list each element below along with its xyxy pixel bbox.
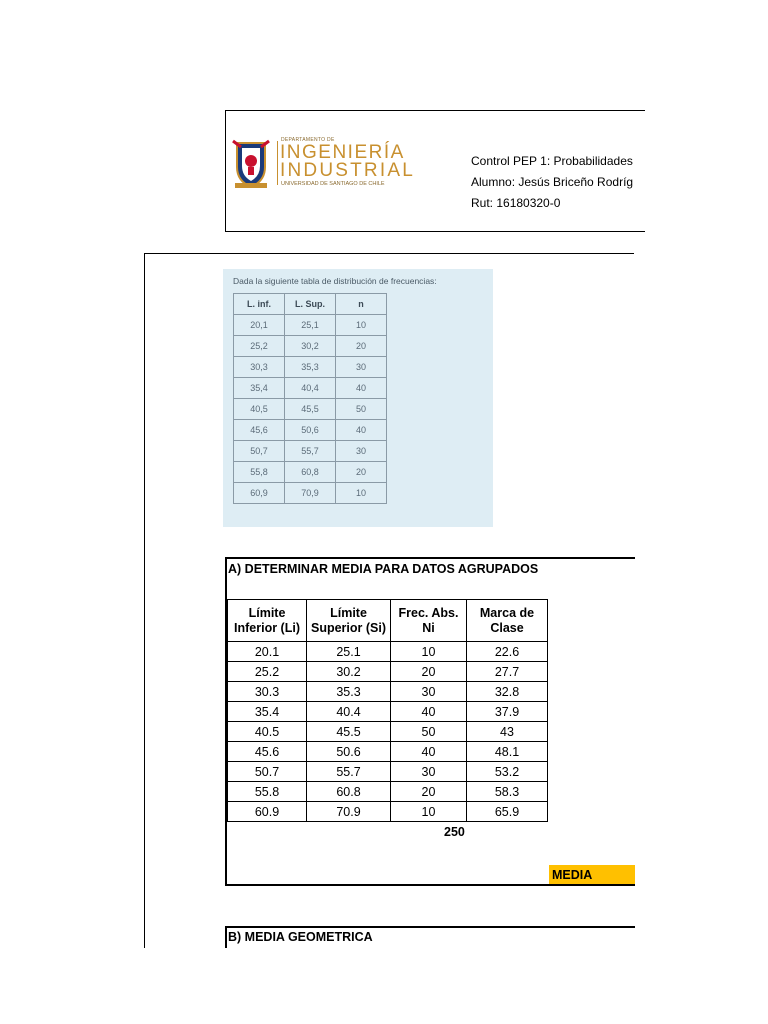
grouped-data-table [227, 599, 548, 822]
cell-marca: 53.2 [467, 762, 548, 782]
table-row [234, 399, 387, 420]
cell-ni: 30 [391, 762, 467, 782]
header-limite-superior: Límite Superior (Si) [307, 600, 391, 642]
cell-marca: 65.9 [467, 802, 548, 822]
student-name: Alumno: Jesús Briceño Rodríg [471, 175, 634, 189]
given-cell: 60,8 [285, 462, 336, 483]
table-row [234, 336, 387, 357]
cell-li: 45.6 [228, 742, 307, 762]
given-cell: 50,7 [234, 441, 285, 462]
given-cell: 45,5 [285, 399, 336, 420]
given-cell: 35,4 [234, 378, 285, 399]
cell-li: 20.1 [228, 642, 307, 662]
table-row [228, 682, 548, 702]
logo-department-text: DEPARTAMENTO DE [281, 137, 335, 143]
section-b-title: B) MEDIA GEOMETRICA [228, 930, 373, 944]
frequency-total: 250 [444, 825, 465, 839]
logo-university-text: UNIVERSIDAD DE SANTIAGO DE CHILE [281, 181, 385, 187]
table-row [234, 441, 387, 462]
table-row [234, 483, 387, 504]
cell-si: 50.6 [307, 742, 391, 762]
logo-ingenieria-text: INGENIERÍA [280, 142, 405, 163]
table-row [228, 742, 548, 762]
table-row [228, 722, 548, 742]
cell-marca: 32.8 [467, 682, 548, 702]
table-row [234, 378, 387, 399]
given-header-n: n [336, 294, 387, 315]
table-row [228, 782, 548, 802]
cell-li: 55.8 [228, 782, 307, 802]
table-row [234, 357, 387, 378]
cell-li: 60.9 [228, 802, 307, 822]
table-row [228, 642, 548, 662]
given-cell: 60,9 [234, 483, 285, 504]
given-header-lsup: L. Sup. [285, 294, 336, 315]
header-frec-abs: Frec. Abs. Ni [391, 600, 467, 642]
given-caption: Dada la siguiente tabla de distribución de frecuencias: [233, 276, 437, 286]
cell-marca: 48.1 [467, 742, 548, 762]
cell-ni: 20 [391, 662, 467, 682]
table-row [234, 462, 387, 483]
given-cell: 70,9 [285, 483, 336, 504]
given-frequency-table-image [223, 269, 493, 527]
given-cell: 45,6 [234, 420, 285, 441]
cell-si: 45.5 [307, 722, 391, 742]
cell-marca: 27.7 [467, 662, 548, 682]
grouped-header-row [228, 600, 548, 642]
given-cell: 20 [336, 462, 387, 483]
given-cell: 55,8 [234, 462, 285, 483]
cell-ni: 40 [391, 702, 467, 722]
table-row [228, 662, 548, 682]
cell-ni: 20 [391, 782, 467, 802]
cell-ni: 30 [391, 682, 467, 702]
cell-si: 60.8 [307, 782, 391, 802]
table-row [228, 762, 548, 782]
table-row [228, 802, 548, 822]
cell-si: 55.7 [307, 762, 391, 782]
cell-ni: 40 [391, 742, 467, 762]
cell-si: 35.3 [307, 682, 391, 702]
given-header-linf: L. inf. [234, 294, 285, 315]
given-cell: 10 [336, 483, 387, 504]
cell-si: 70.9 [307, 802, 391, 822]
given-cell: 30,2 [285, 336, 336, 357]
cell-marca: 22.6 [467, 642, 548, 662]
document-header [225, 110, 645, 232]
given-cell: 50 [336, 399, 387, 420]
given-cell: 20 [336, 336, 387, 357]
given-cell: 30 [336, 357, 387, 378]
frame-left-border [144, 253, 145, 948]
cell-si: 40.4 [307, 702, 391, 722]
given-cell: 40,4 [285, 378, 336, 399]
cell-marca: 37.9 [467, 702, 548, 722]
cell-li: 40.5 [228, 722, 307, 742]
given-cell: 20,1 [234, 315, 285, 336]
table-row [234, 420, 387, 441]
logo-separator [277, 141, 278, 185]
given-cell: 25,1 [285, 315, 336, 336]
cell-marca: 43 [467, 722, 548, 742]
given-cell: 55,7 [285, 441, 336, 462]
section-b-left-border [225, 926, 227, 948]
department-logo [231, 137, 415, 193]
cell-li: 35.4 [228, 702, 307, 722]
cell-si: 30.2 [307, 662, 391, 682]
cell-li: 30.3 [228, 682, 307, 702]
frame-top-border [144, 253, 634, 254]
media-label-cell: MEDIA [549, 865, 635, 885]
given-cell: 40 [336, 420, 387, 441]
header-info [471, 151, 633, 214]
section-a-top-border [225, 557, 635, 559]
given-cell: 25,2 [234, 336, 285, 357]
table-row [228, 702, 548, 722]
table-row [234, 315, 387, 336]
header-limite-inferior: Límite Inferior (Li) [228, 600, 307, 642]
section-a-bottom-border [225, 884, 635, 886]
control-title: Control PEP 1: Probabilidades [471, 154, 633, 168]
cell-marca: 58.3 [467, 782, 548, 802]
student-rut: Rut: 16180320-0 [471, 196, 561, 210]
given-cell: 50,6 [285, 420, 336, 441]
cell-ni: 50 [391, 722, 467, 742]
cell-li: 25.2 [228, 662, 307, 682]
given-cell: 35,3 [285, 357, 336, 378]
section-b-top-border [225, 926, 635, 928]
header-marca-clase: Marca de Clase [467, 600, 548, 642]
given-cell: 40 [336, 378, 387, 399]
university-crest-icon [231, 137, 271, 189]
given-table [233, 293, 387, 504]
given-cell: 40,5 [234, 399, 285, 420]
given-cell: 30 [336, 441, 387, 462]
logo-industrial-text: INDUSTRIAL [280, 160, 415, 181]
given-cell: 30,3 [234, 357, 285, 378]
given-header-row [234, 294, 387, 315]
cell-li: 50.7 [228, 762, 307, 782]
cell-ni: 10 [391, 802, 467, 822]
given-cell: 10 [336, 315, 387, 336]
section-a-title: A) DETERMINAR MEDIA PARA DATOS AGRUPADOS [228, 562, 539, 576]
cell-ni: 10 [391, 642, 467, 662]
cell-si: 25.1 [307, 642, 391, 662]
